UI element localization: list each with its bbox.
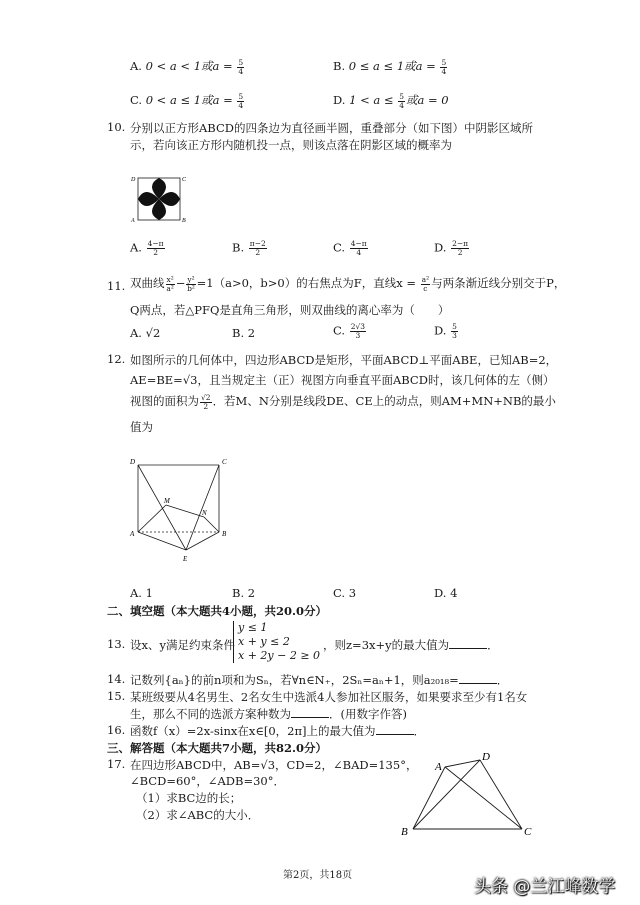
- q17-edge-dc: [480, 760, 522, 829]
- q12-edge-de: [138, 465, 186, 550]
- q17-label-d: D: [482, 751, 490, 763]
- section-solve-title: 三、解答题（本大题共7小题，共82.0分）: [107, 741, 328, 755]
- q17-label-b: B: [401, 826, 408, 838]
- q13-answer-blank[interactable]: [449, 638, 487, 649]
- q17-subquestion-1: （1）求BC边的长；: [136, 791, 242, 805]
- q12-text-line2: AE=BE=√3，且当规定主（正）视图方向垂直平面ABCD时，该几何体的左（侧）: [130, 373, 555, 387]
- q12-label-e: E: [183, 555, 188, 563]
- q12-seg-am: [138, 505, 166, 532]
- q13-suffix: ，则z=3x+y的最大值为 ．: [323, 638, 499, 652]
- q15-number: 15.: [107, 689, 126, 703]
- q12-seg-mn: [166, 505, 204, 517]
- page-footer: 第2页，共18页: [283, 870, 353, 881]
- q12-option-c: C. 3: [333, 586, 357, 600]
- q14-answer-blank[interactable]: [459, 673, 497, 684]
- q17-label-a: A: [435, 761, 442, 773]
- q12-option-d: D. 4: [434, 586, 458, 600]
- q9-option-c: C. 0 < a ≤ 1或a = $\frac{5}{4}$: [130, 91, 244, 110]
- q17-number: 17.: [107, 757, 126, 771]
- q13-constraint-system: [233, 621, 320, 663]
- q17-edge-ab: [413, 767, 445, 829]
- q10-option-d: D. $\frac{2-\pi}{2}$: [434, 239, 469, 257]
- q15-answer-blank[interactable]: [291, 707, 329, 718]
- q10-label-d: D: [131, 177, 136, 183]
- watermark: 头条 @兰江峰数学: [474, 877, 616, 897]
- q12-option-a: A. 1: [130, 586, 153, 600]
- q12-option-b: B. 2: [232, 586, 256, 600]
- q17-figure: [398, 748, 538, 838]
- q12-label-m: M: [164, 497, 170, 505]
- q11-option-b: B. 2: [232, 326, 256, 340]
- q17-diag-ac: [445, 767, 522, 829]
- q12-label-d: D: [130, 458, 136, 466]
- q17-diag-bd: [413, 760, 480, 829]
- q9-option-b: B. 0 ≤ a ≤ 1或a = $\frac{5}{4}$: [333, 57, 447, 76]
- q17-label-c: C: [524, 826, 532, 838]
- q13-constraint-3: x + 2y − 2 ≥ 0: [238, 649, 321, 662]
- q17-text-line2: ∠BCD=60°，∠ADB=30°．: [130, 774, 285, 788]
- q11-option-d: D. $\frac{5}{3}$: [434, 322, 457, 340]
- q13-constraint-2: x + y ≤ 2: [238, 635, 290, 648]
- q11-option-c: C. $\frac{2√3}{3}$: [333, 322, 366, 340]
- q17-subquestion-2: （2）求∠ABC的大小．: [136, 808, 260, 822]
- q10-text-line2: 示，若向该正方形内随机投一点，则该点落在阴影区域的概率为: [130, 138, 452, 152]
- q11-option-a: A. √2: [130, 326, 161, 340]
- q15-text-line2: 生，那么不同的选派方案种数为 ．(用数字作答): [130, 707, 407, 721]
- q14-number: 14.: [107, 672, 126, 686]
- q10-option-b: B. $\frac{\pi-2}{2}$: [232, 239, 266, 257]
- q15-text-line1: 某班级要从4名男生、2名女生中选派4人参加社区服务，如果要求至少有1名女: [130, 690, 528, 704]
- q17-text-line1: 在四边形ABCD中，AB=√3，CD=2，∠BAD=135°，: [130, 758, 418, 772]
- q12-number: 12.: [107, 352, 126, 366]
- q10-option-c: C. $\frac{4-\pi}{4}$: [333, 239, 367, 257]
- q16-text: 函数f（x）=2x-sinx在x∈[0，2π]上的最大值为 ．: [130, 724, 425, 738]
- q12-label-a: A: [130, 530, 135, 538]
- q9-option-d: D. 1 < a ≤ $\frac{5}{4}$ 或a = 0: [333, 91, 449, 110]
- q10-figure: [128, 172, 190, 224]
- q13-number: 13.: [107, 637, 126, 651]
- q12-seg-nb: [204, 517, 219, 532]
- q13-constraint-1: y ≤ 1: [238, 621, 268, 634]
- q12-edge-be: [186, 532, 219, 550]
- q10-shaded-petals: [138, 178, 180, 220]
- q12-figure: [128, 455, 238, 567]
- q14-text: 记数列{aₙ}的前n项和为Sₙ，若∀n∈N₊，2Sₙ=aₙ+1，则a₂₀₁₈= ．: [130, 673, 509, 687]
- q12-text-line4: 值为: [130, 420, 153, 434]
- q16-number: 16.: [107, 723, 126, 737]
- q16-answer-blank[interactable]: [376, 724, 414, 735]
- q10-option-a: A. $\frac{4-\pi}{2}$: [130, 239, 164, 257]
- q12-text-line3: 视图的面积为 $\frac{√2}{2}$ ．若M、N分别是线段DE、CE上的动点，则AM+MN+NB的最小: [130, 392, 556, 411]
- q12-label-c: C: [222, 458, 227, 466]
- q12-label-b: B: [222, 530, 227, 538]
- q12-text-line1: 如图所示的几何体中，四边形ABCD是矩形，平面ABCD⊥平面ABE，已知AB=2，: [130, 353, 558, 367]
- q10-label-a: A: [131, 218, 135, 224]
- q12-edge-ce: [186, 465, 219, 550]
- q11-number: 11.: [107, 279, 126, 293]
- q9-option-a: A. 0 < a < 1或a = $\frac{5}{4}$: [130, 57, 244, 76]
- q12-edge-ae: [138, 532, 186, 550]
- q11-text-line1: 双曲线 $\frac{\text{x²}}{\text{a²}}$ − $\frac{\text{y²}}{\text{b²}}$ =1（a>0，b>0）的右焦点为F，直线x = $\frac{\text{a²}}{c}$ 与两条渐近线分别交于P，: [130, 274, 566, 293]
- q10-label-b: B: [182, 218, 186, 224]
- q10-number: 10.: [107, 120, 126, 134]
- section-fill-in-title: 二、填空题（本大题共4小题，共20.0分）: [107, 604, 328, 618]
- q10-text-line1: 分别以正方形ABCD的四条边为直径画半圆，重叠部分（如下图）中阴影区域所: [130, 121, 533, 135]
- q12-label-n: N: [202, 509, 207, 517]
- q13-prefix: 设x、y满足约束条件: [130, 638, 235, 652]
- q11-text-line2: Q两点，若△PFQ是直角三角形，则双曲线的离心率为（ ）: [130, 303, 450, 317]
- q10-label-c: C: [182, 177, 187, 183]
